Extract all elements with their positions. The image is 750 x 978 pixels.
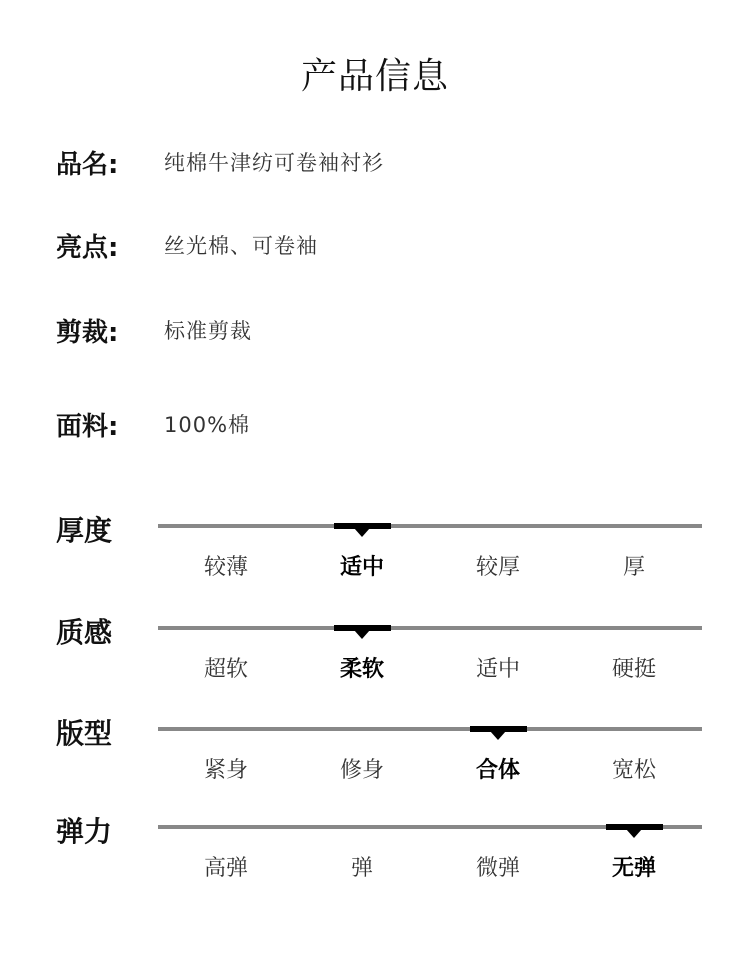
scale-option: 适中: [339, 555, 384, 580]
page-title: 产品信息: [300, 56, 449, 97]
selection-marker: [334, 625, 391, 631]
scale-label: 版型: [56, 717, 113, 750]
scale-track: [158, 524, 702, 528]
scale-option: 修身: [339, 758, 384, 783]
info-row-fabric: [56, 404, 250, 444]
scale-track: [158, 626, 702, 630]
scale-option: 合体: [475, 758, 520, 783]
scale-option: 超软: [203, 657, 248, 682]
selection-marker: [606, 824, 663, 830]
info-value: 纯棉牛津纺可卷袖衬衫: [164, 151, 384, 175]
info-value: 丝光棉、可卷袖: [164, 234, 318, 258]
selection-marker: [470, 726, 527, 732]
info-value: 100%棉: [164, 413, 251, 437]
scale-option: 宽松: [611, 758, 656, 783]
info-label: 亮点:: [56, 232, 119, 263]
scale-option: 紧身: [203, 758, 248, 783]
info-row-cut: [56, 310, 252, 350]
scale-option: 较厚: [475, 555, 520, 580]
selection-marker: [334, 523, 391, 529]
info-label: 面料:: [56, 411, 119, 442]
scale-label: 厚度: [56, 514, 113, 547]
info-label: 品名:: [56, 149, 119, 180]
info-label: 剪裁:: [56, 317, 119, 348]
scale-option: 高弹: [203, 856, 248, 881]
scale-option: 无弹: [611, 856, 656, 881]
scale-option: 微弹: [475, 856, 520, 881]
scale-option: 适中: [475, 657, 520, 682]
scale-label: 质感: [56, 616, 113, 649]
info-value: 标准剪裁: [164, 319, 252, 343]
info-row-highlight: [56, 225, 318, 265]
scale-option: 硬挺: [611, 657, 656, 682]
info-row-name: [56, 142, 384, 182]
scale-option: 厚: [622, 555, 645, 580]
scale-label: 弹力: [56, 815, 113, 848]
scale-track: [158, 727, 702, 731]
scale-option: 弹: [350, 856, 373, 881]
scale-track: [158, 825, 702, 829]
scale-option: 柔软: [339, 657, 384, 682]
scale-option: 较薄: [203, 555, 248, 580]
